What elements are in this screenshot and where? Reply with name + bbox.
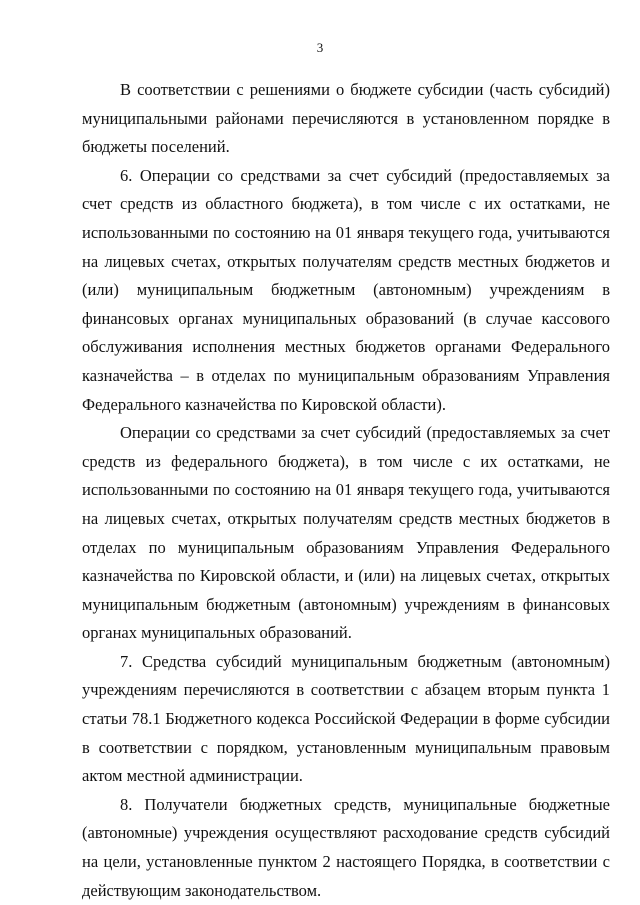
paragraph-item-7: 7. Средства субсидий муниципальным бюджетным (автономным) учреждениям перечисляются в соответствии с абзацем вторым пункта 1 статьи 78.1 Бюджетного кодекса Российской Федерации в форме субсидии в соответствии с порядком, установленным муниципальным правовым актом местной администрации. bbox=[82, 651, 610, 786]
page-number: 3 bbox=[316, 40, 324, 55]
paragraph-item-6: 6. Операции со средствами за счет субсидий (предоставляемых за счет средств из областного бюджета), в том числе с их остатками, не использованными по состоянию на 01 января текущего года, учитываются на лицевых счетах, открытых получателям средств местных бюджетов и (или) муниципальным бюджетным (автономным) учреждениям в финансовых органах муниципальных образований (в случае кассового обслуживания исполнения местных бюджетов органами Федерального казначейства – в отделах по муниципальным образованиям Управления Федерального казначейства по Кировской области). bbox=[82, 165, 610, 414]
document-body bbox=[82, 76, 610, 905]
paragraph-subsidy-transfer: В соответствии с решениями о бюджете субсидии (часть субсидий) муниципальными районами перечисляются в установленном порядке в бюджеты поселений. bbox=[82, 80, 610, 157]
paragraph-federal-subsidy-operations: Операции со средствами за счет субсидий (предоставляемых за счет средств из федерального бюджета), в том числе с их остатками, не использованными по состоянию на 01 января текущего года, учитываются на лицевых счетах, открытых получателям средств местных бюджетов в отделах по муниципальным образованиям Управления Федерального казначейства по Кировской области, и (или) на лицевых счетах, открытых муниципальным бюджетным (автономным) учреждениям в финансовых органах муниципальных образований. bbox=[82, 423, 610, 643]
paragraph-item-8: 8. Получатели бюджетных средств, муниципальные бюджетные (автономные) учреждения осуществляют расходование средств субсидий на цели, установленные пунктом 2 настоящего Порядка, в соответствии с действующим законодательством. bbox=[82, 794, 610, 900]
